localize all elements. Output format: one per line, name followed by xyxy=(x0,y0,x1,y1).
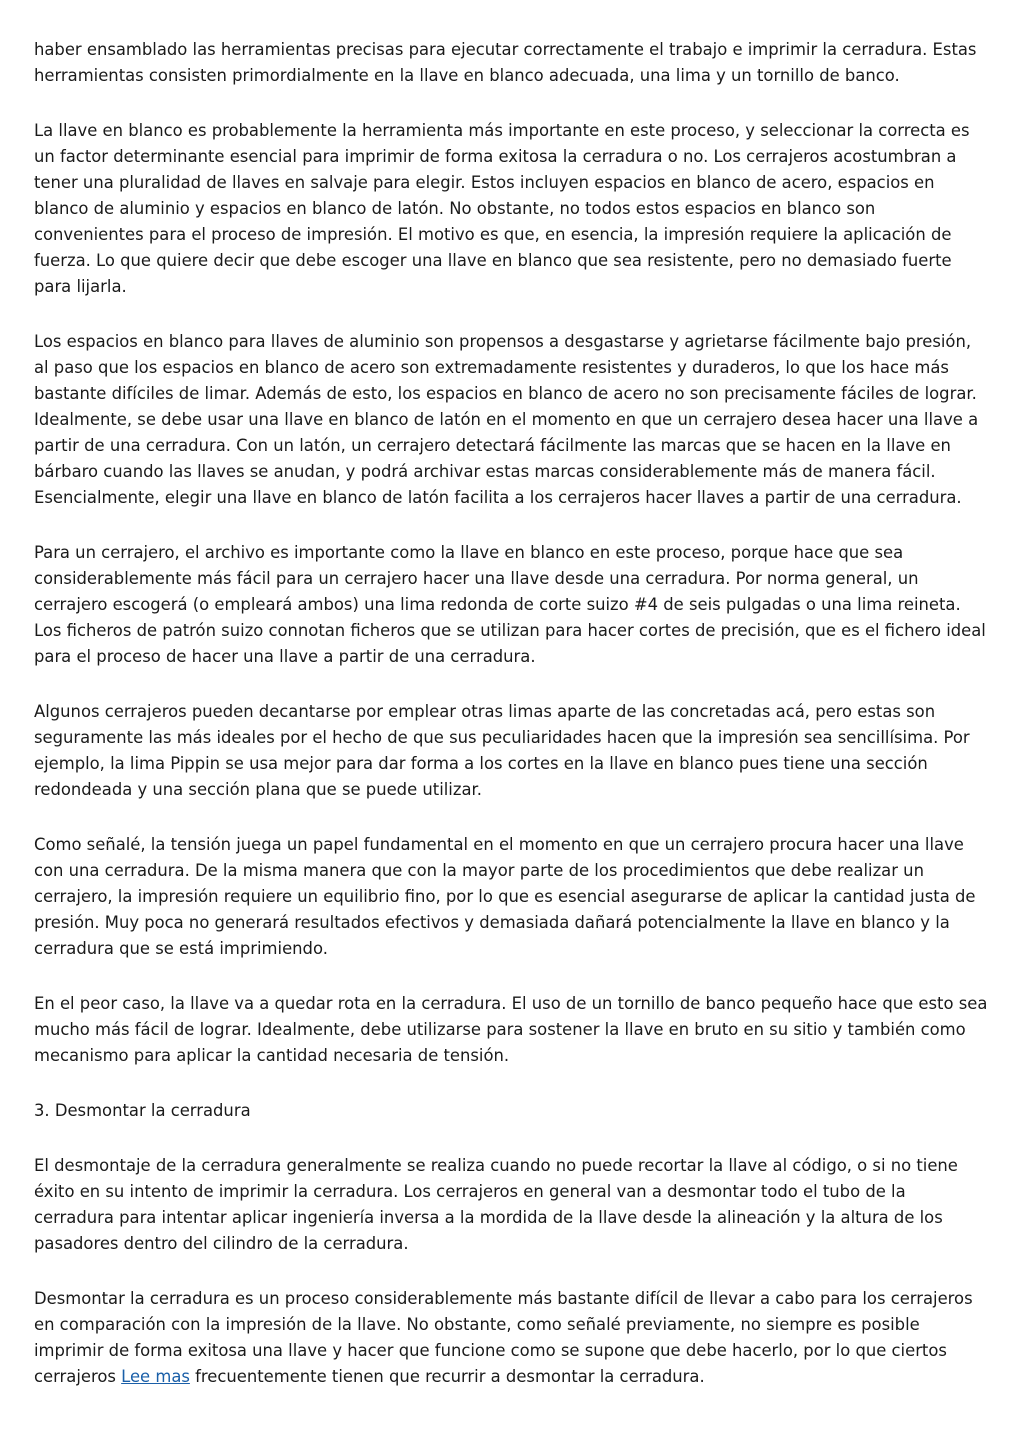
paragraph-file: Para un cerrajero, el archivo es importante como la llave en blanco en este proceso, porque hace que sea considerablemente más fácil para un cerrajero hacer una llave desde una cerradura. Por norma general, un cerrajero escogerá (o empleará ambos) una lima redonda de corte suizo #4 de seis pulgadas o una lima reineta. Los ficheros de patrón suizo connotan ficheros que se utilizan para hacer cortes de precisión, que es el fichero ideal para el proceso de hacer una llave a partir de una cerradura. xyxy=(34,543,986,666)
paragraph-other-files: Algunos cerrajeros pueden decantarse por emplear otras limas aparte de las concretadas acá, pero estas son seguramente las más ideales por el hecho de que sus peculiaridades hacen que la impresión sea sencillísima. Por ejemplo, la lima Pippin se usa mejor para dar forma a los cortes en la llave en blanco pues tiene una sección redondeada y una sección plana que se puede utilizar. xyxy=(34,702,970,799)
paragraph-disassembly-difficulty xyxy=(34,1286,990,1390)
section-heading: 3. Desmontar la cerradura xyxy=(34,1101,251,1120)
document-page xyxy=(34,37,990,1419)
paragraph-text-after-link: frecuentemente tienen que recurrir a desmontar la cerradura. xyxy=(189,1367,705,1386)
paragraph-tension: Como señalé, la tensión juega un papel fundamental en el momento en que un cerrajero procura hacer una llave con una cerradura. De la misma manera que con la mayor parte de los procedimientos que debe realizar un cerrajero, la impresión requiere un equilibrio fino, por lo que es esencial asegurarse de aplicar la cantidad justa de presión. Muy poca no generará resultados efectivos y demasiada dañará potencialmente la llave en blanco y la cerradura que se está imprimiendo. xyxy=(34,835,976,958)
paragraph-key-blank: La llave en blanco es probablemente la herramienta más importante en este proceso, y seleccionar la correcta es un factor determinante esencial para imprimir de forma exitosa la cerradura o no. Los cerrajeros acostumbran a tener una pluralidad de llaves en salvaje para elegir. Estos incluyen espacios en blanco de acero, espacios en blanco de aluminio y espacios en blanco de latón. No obstante, no todos estos espacios en blanco son convenientes para el proceso de impresión. El motivo es que, en esencia, la impresión requiere la aplicación de fuerza. Lo que quiere decir que debe escoger una llave en blanco que sea resistente, pero no demasiado fuerte para lijarla. xyxy=(34,121,970,296)
paragraph-disassembly: El desmontaje de la cerradura generalmente se realiza cuando no puede recortar la llave al código, o si no tiene éxito en su intento de imprimir la cerradura. Los cerrajeros en general van a desmontar todo el tubo de la cerradura para intentar aplicar ingeniería inversa a la mordida de la llave desde la alineación y la altura de los pasadores dentro del cilindro de la cerradura. xyxy=(34,1156,958,1253)
paragraph-text-before-link: Desmontar la cerradura es un proceso considerablemente más bastante difícil de llevar a cabo para los cerrajeros en comparación con la impresión de la llave. No obstante, como señalé previamente, no siempre es posible imprimir de forma exitosa una llave y hacer que funcione como se supone que debe hacerlo, por lo que ciertos cerrajeros xyxy=(34,1289,973,1386)
read-more-link[interactable]: Lee mas xyxy=(121,1367,190,1386)
paragraph-tools-intro: haber ensamblado las herramientas precisas para ejecutar correctamente el trabajo e imprimir la cerradura. Estas herramientas consisten primordialmente en la llave en blanco adecuada, una lima y un tornillo de banco. xyxy=(34,40,977,85)
paragraph-worst-case: En el peor caso, la llave va a quedar rota en la cerradura. El uso de un tornillo de banco pequeño hace que esto sea mucho más fácil de lograr. Idealmente, debe utilizarse para sostener la llave en bruto en su sitio y también como mecanismo para aplicar la cantidad necesaria de tensión. xyxy=(34,994,988,1065)
paragraph-blank-materials: Los espacios en blanco para llaves de aluminio son propensos a desgastarse y agrietarse fácilmente bajo presión, al paso que los espacios en blanco de acero son extremadamente resistentes y duraderos, lo que los hace más bastante difíciles de limar. Además de esto, los espacios en blanco de acero no son precisamente fáciles de lograr. Idealmente, se debe usar una llave en blanco de latón en el momento en que un cerrajero desea hacer una llave a partir de una cerradura. Con un latón, un cerrajero detectará fácilmente las marcas que se hacen en la llave en bárbaro cuando las llaves se anudan, y podrá archivar estas marcas considerablemente más de manera fácil. Esencialmente, elegir una llave en blanco de latón facilita a los cerrajeros hacer llaves a partir de una cerradura. xyxy=(34,332,979,507)
